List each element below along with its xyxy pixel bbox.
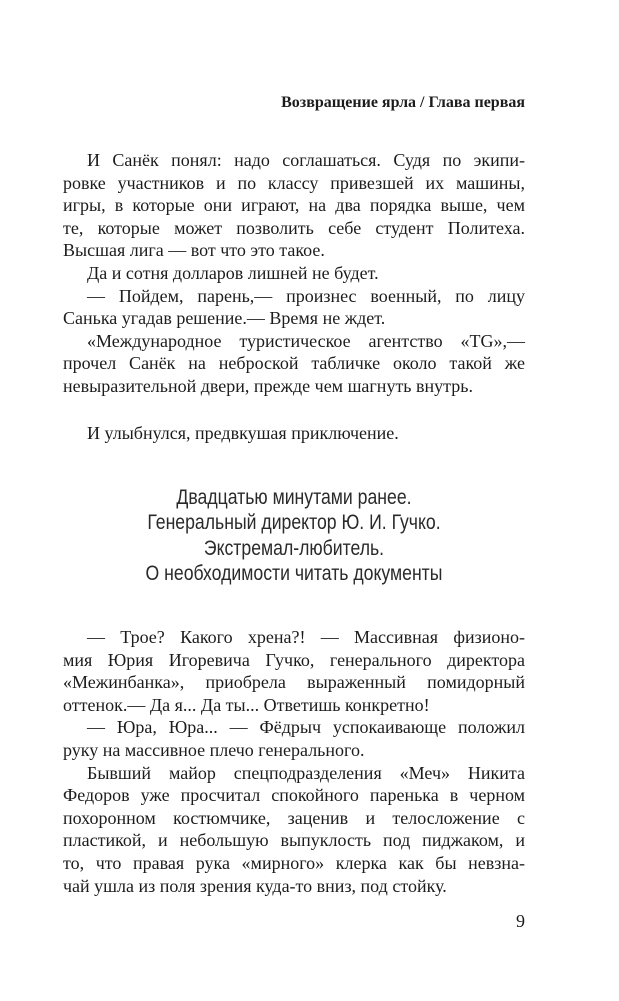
text-line: мия Юрия Игоревича Гучко, генерального директора (63, 649, 525, 670)
text-line: прочел Санёк на неброской табличке около такой же (63, 353, 525, 374)
paragraph (63, 716, 525, 761)
text-line: пластикой, и небольшую выпуклость под пиджаком, и (63, 830, 525, 851)
paragraph (63, 285, 525, 330)
paragraph (63, 422, 525, 445)
text-line: — Пойдем, парень,— произнес военный, по лицу (87, 285, 525, 306)
text-line: «Международное туристическое агентство «TG»,— (87, 330, 525, 351)
paragraph (63, 330, 525, 398)
paragraph (63, 149, 525, 262)
text-line: Санька угадав решение.— Время не ждет. (63, 308, 386, 329)
text-line: Федоров уже просчитал спокойного паренька в черном (63, 785, 525, 806)
paragraph (63, 762, 525, 898)
text-line: похоронном костюмчике, заценив и телосложение с (63, 807, 525, 828)
text-line: игры, в которые они играют, на два порядка выше, чем (63, 195, 525, 216)
subheading-line: Генеральный директор Ю. И. Гучко. (147, 511, 441, 535)
text-line: ровке участников и по классу привезшей их машины, (63, 172, 525, 193)
text-line: руку на массивное плечо генерального. (63, 739, 365, 760)
text-line: Бывший майор спецподразделения «Меч» Никита (87, 762, 525, 783)
text-line: Высшая лига — вот что это такое. (63, 240, 325, 261)
text-line: — Юра, Юра... — Фёдрыч успокаивающе положил (87, 717, 525, 738)
text-line: Да и сотня долларов лишней не будет. (87, 262, 379, 283)
text-line: «Межинбанка», приобрела выраженный помидорный (63, 672, 525, 693)
text-line: И улыбнулся, предвкушая приключение. (87, 423, 399, 443)
text-line: — Трое? Какого хрена?! — Массивная физионо- (87, 627, 525, 647)
paragraph (63, 262, 525, 285)
subheading-line: Двадцатью минутами ранее. (176, 486, 412, 509)
text-line: оттенок.— Да я... Да ты... Ответишь конкретно! (63, 694, 430, 715)
section-1-closing (63, 422, 525, 445)
subheading-line: О необходимости читать документы (145, 561, 443, 585)
section-1-text (63, 149, 525, 398)
text-line: чай ушла из поля зрения куда-то вниз, под стойку. (63, 875, 447, 896)
page-number: 9 (516, 911, 525, 931)
paragraph (63, 626, 525, 716)
text-line: невыразительной двери, прежде чем шагнуть внутрь. (63, 375, 473, 396)
text-line: И Санёк понял: надо соглашаться. Судя по экипи- (87, 150, 525, 170)
section-subheading (63, 485, 525, 586)
running-header: Возвращение ярла / Глава первая (281, 94, 525, 111)
text-line: те, которые может позволить себе студент Политеха. (63, 217, 525, 238)
text-line: то, что правая рука «мирного» клерка как бы невзна- (63, 852, 525, 873)
section-2-text (63, 626, 525, 897)
subheading-line: Экстремал-любитель. (203, 536, 385, 560)
